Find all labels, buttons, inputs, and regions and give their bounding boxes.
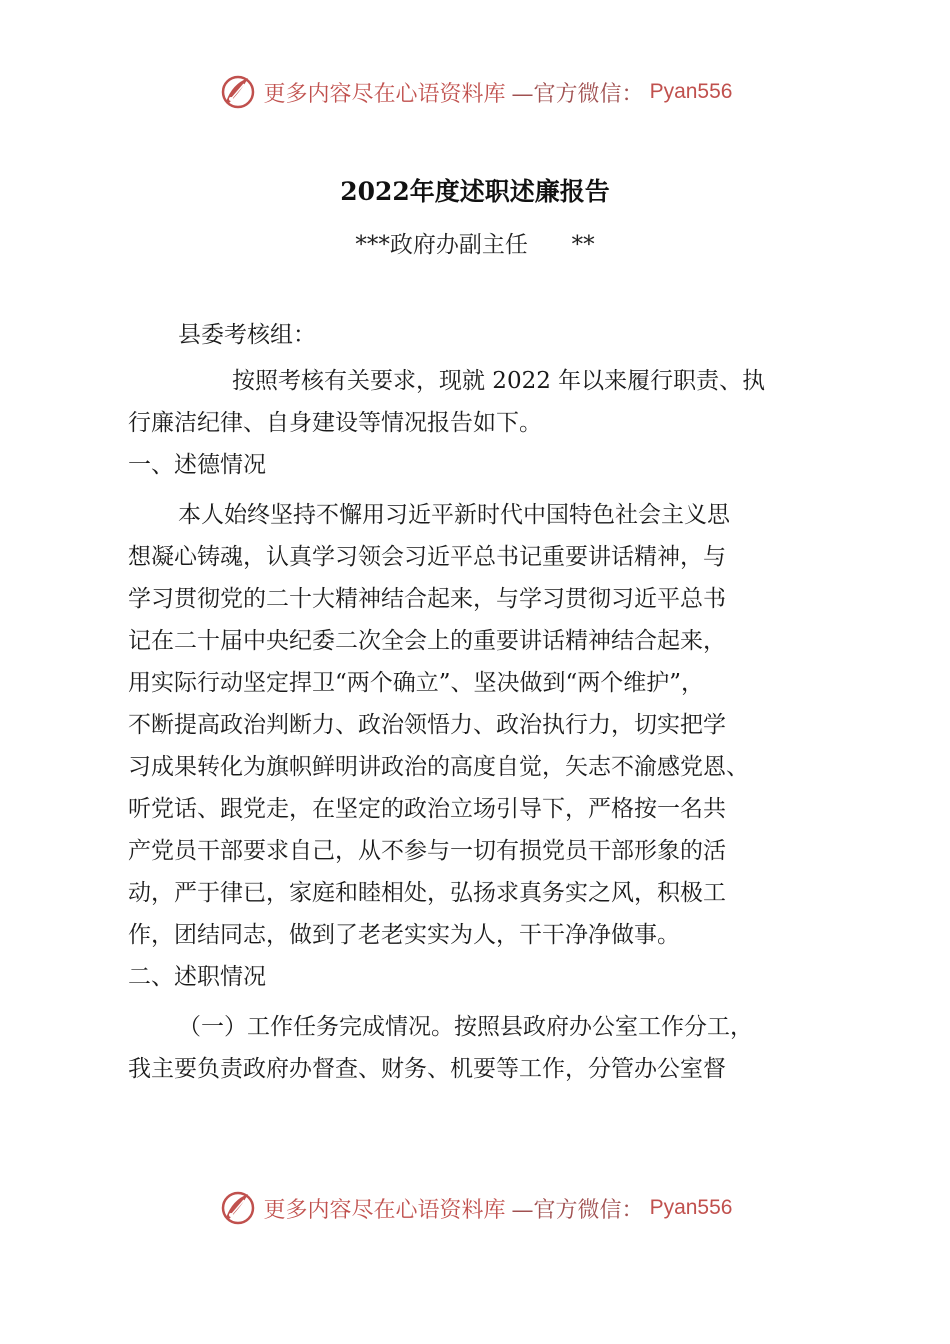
paragraph-line: 我主要负责政府办督查、财务、机要等工作，分管办公室督 <box>128 1056 726 1082</box>
intro-line: 行廉洁纪律、自身建设等情况报告如下。 <box>128 410 542 436</box>
watermark-separator: —官方微信： <box>511 1197 644 1223</box>
wechat-id: Pyan556 <box>649 1196 733 1219</box>
paragraph-line: 产党员干部要求自己，从不参与一切有损党员干部形象的活 <box>128 838 726 864</box>
paragraph-line: 用实际行动坚定捍卫“两个确立”、坚决做到“两个维护”， <box>128 670 705 696</box>
header-watermark-banner <box>0 70 950 114</box>
section-heading: 一、述德情况 <box>128 452 266 478</box>
paragraph-line: 动，严于律已，家庭和睦相处，弘扬求真务实之风，积极工 <box>128 880 726 906</box>
pen-nib-logo-icon <box>218 72 258 112</box>
document-title: 2022年度述职述廉报告 <box>340 177 610 206</box>
paragraph-line: 听党话、跟党走，在坚定的政治立场引导下，严格按一名共 <box>128 796 726 822</box>
watermark-separator: —官方微信： <box>511 81 644 107</box>
footer-watermark-banner <box>0 1186 950 1230</box>
paragraph-line: 不断提高政治判断力、政治领悟力、政治执行力，切实把学 <box>128 712 726 738</box>
pen-nib-logo-icon <box>218 1188 258 1228</box>
intro-line: 按照考核有关要求，现就 2022 年以来履行职责、执 <box>232 368 766 394</box>
section-heading: 二、述职情况 <box>128 964 266 990</box>
watermark-text: 更多内容尽在心语资料库 <box>263 81 506 107</box>
salutation: 县委考核组： <box>178 322 316 348</box>
paragraph-line: 想凝心铸魂，认真学习领会习近平总书记重要讲话精神，与 <box>128 544 726 570</box>
watermark-text: 更多内容尽在心语资料库 <box>263 1197 506 1223</box>
paragraph-line: 习成果转化为旗帜鲜明讲政治的高度自觉，矢志不渝感党恩、 <box>128 754 749 780</box>
paragraph-line: （一）工作任务完成情况。按照县政府办公室工作分工， <box>178 1014 753 1040</box>
document-subtitle: ***政府办副主任 ** <box>355 232 595 258</box>
paragraph-line: 本人始终坚持不懈用习近平新时代中国特色社会主义思 <box>178 502 730 528</box>
paragraph-line: 记在二十届中央纪委二次全会上的重要讲话精神结合起来， <box>128 628 726 654</box>
wechat-id: Pyan556 <box>649 80 733 103</box>
paragraph-line: 学习贯彻党的二十大精神结合起来，与学习贯彻习近平总书 <box>128 586 726 612</box>
paragraph-line: 作，团结同志，做到了老老实实为人，干干净净做事。 <box>128 922 680 948</box>
